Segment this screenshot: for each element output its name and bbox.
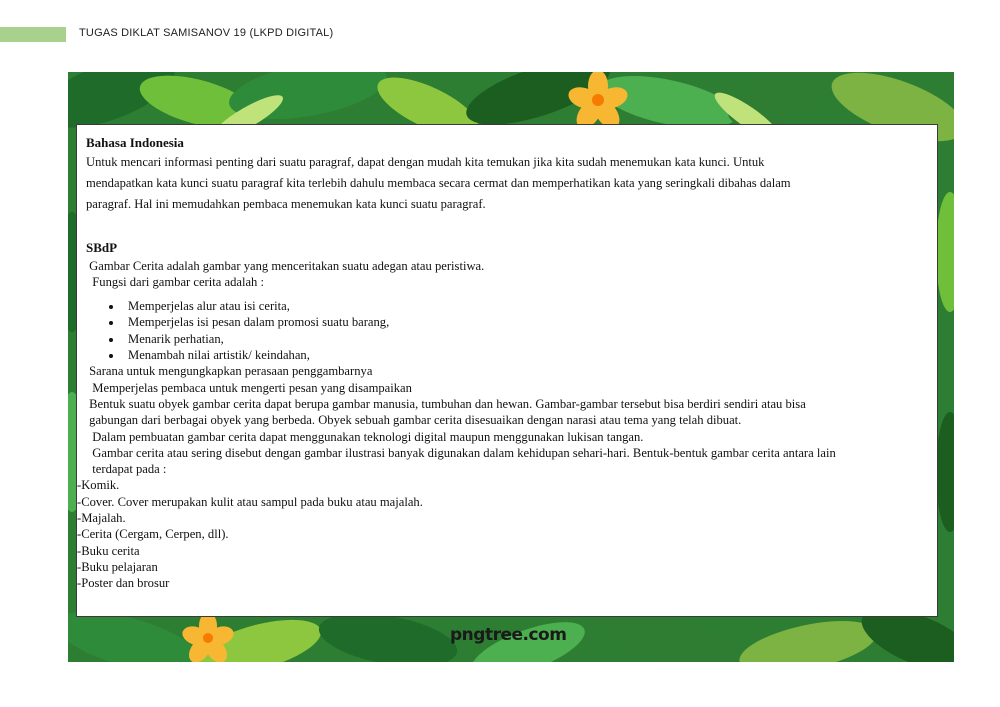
body-line: Memperjelas pembaca untuk mengerti pesan yang disampaikan [86, 380, 412, 395]
list-item: Menambah nilai artistik/ keindahan, [128, 347, 928, 363]
body-line: gabungan dari berbagai obyek yang berbeda. Obyek sebuah gambar cerita disesuaikan dengan narasi atau tema yang telah dibuat. [86, 413, 742, 428]
section-title-bahasa-indonesia: Bahasa Indonesia [86, 135, 184, 150]
form-list-item: -Cerita (Cergam, Cerpen, dll). [77, 527, 229, 542]
list-item: Memperjelas isi pesan dalam promosi suatu barang, [128, 314, 928, 330]
body-line: terdapat pada : [86, 462, 167, 477]
header-accent-bar [0, 27, 66, 42]
form-list-item: -Buku pelajaran [77, 559, 158, 574]
form-list-item: -Cover. Cover merupakan kulit atau sampul pada buku atau majalah. [77, 494, 423, 509]
paragraph-line: mendapatkan kata kunci suatu paragraf kita terlebih dahulu membaca secara cermat dan memperhatikan kata yang seringkali dibahas dalam [86, 176, 791, 191]
paragraph-line: Untuk mencari informasi penting dari suatu paragraf, dapat dengan mudah kita temukan jika kita sudah menemukan kata kunci. Untuk [86, 155, 765, 170]
section-title-sbdp: SBdP [86, 240, 118, 256]
function-list [86, 298, 928, 363]
watermark-text: pngtree.com [450, 625, 567, 645]
paragraph-line: paragraf. Hal ini memudahkan pembaca menemukan kata kunci suatu paragraf. [86, 197, 486, 212]
form-list-item: -Poster dan brosur [77, 576, 170, 591]
intro-line: Gambar Cerita adalah gambar yang menceritakan suatu adegan atau peristiwa. [86, 258, 485, 273]
form-list-item: -Komik. [77, 478, 120, 493]
intro-line: Fungsi dari gambar cerita adalah : [86, 274, 264, 289]
list-item: Memperjelas alur atau isi cerita, [128, 298, 928, 314]
body-line: Bentuk suatu obyek gambar cerita dapat berupa gambar manusia, tumbuhan dan hewan. Gambar-gambar tersebut bisa berdiri sendiri atau bisa [86, 396, 806, 411]
form-list-item: -Buku cerita [77, 543, 140, 558]
page-header-title: TUGAS DIKLAT SAMISANOV 19 (LKPD DIGITAL) [79, 27, 334, 39]
content-card [76, 124, 938, 617]
body-line: Dalam pembuatan gambar cerita dapat menggunakan teknologi digital maupun menggunakan lukisan tangan. [86, 429, 644, 444]
list-item: Menarik perhatian, [128, 331, 928, 347]
body-line: Gambar cerita atau sering disebut dengan gambar ilustrasi banyak digunakan dalam kehidupan sehari-hari. Bentuk-bentuk gambar cerita antara lain [86, 445, 836, 460]
form-list-item: -Majalah. [77, 511, 126, 526]
body-line: Sarana untuk mengungkapkan perasaan penggambarnya [86, 364, 373, 379]
